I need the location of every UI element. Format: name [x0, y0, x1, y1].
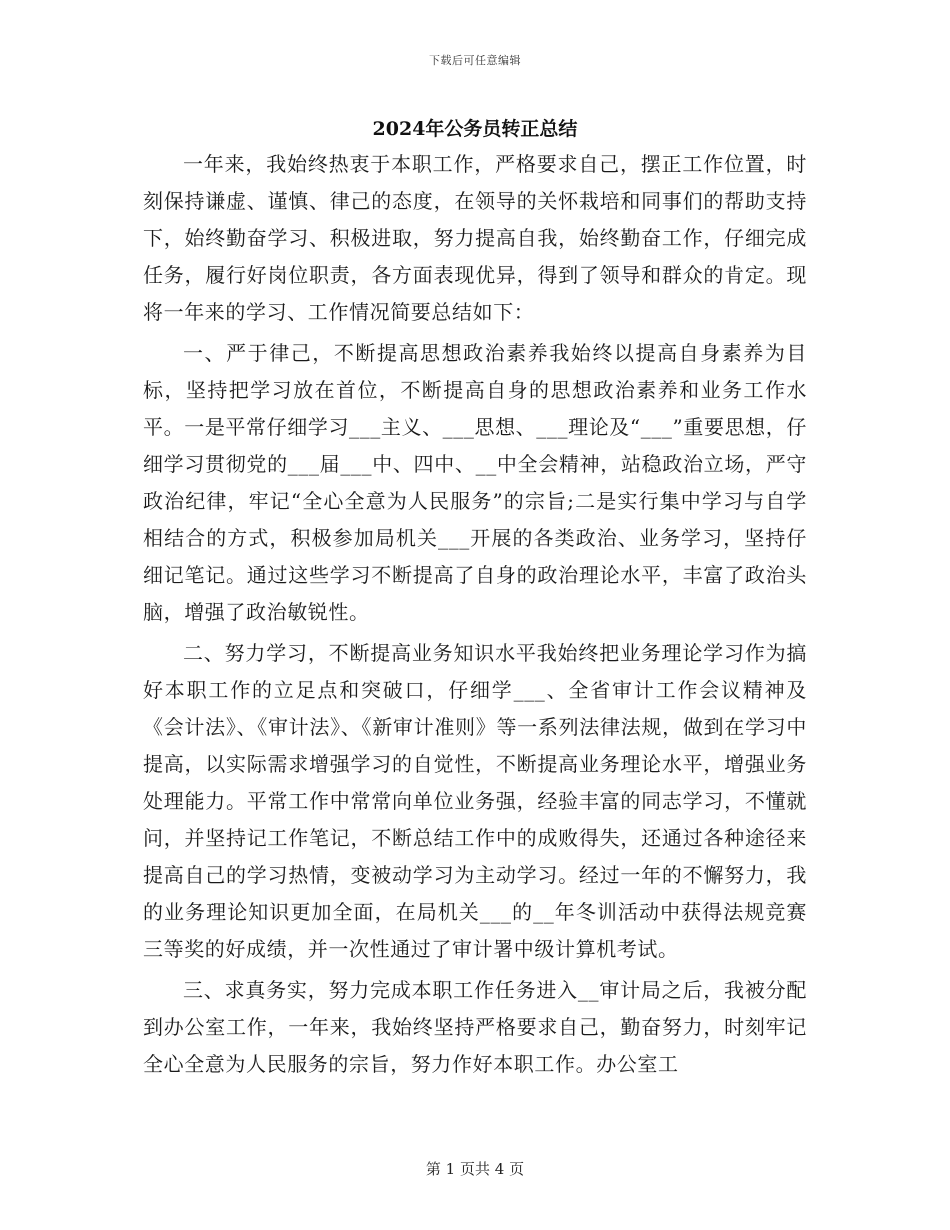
paragraph-section-1: 一、严于律己，不断提高思想政治素养我始终以提高自身素养为目标，坚持把学习放在首位，不断提高自身的思想政治素养和业务工作水平。一是平常仔细学习___主义、___思想、___理论及“___”重要思想，仔细学习贯彻党的___届___中、四中、__中全会精神，站稳政治立场，严守政治纪律，牢记“全心全意为人民服务”的宗旨;二是实行集中学习与自学相结合的方式，积极参加局机关___开展的各类政治、业务学习，坚持仔细记笔记。通过这些学习不断提高了自身的政治理论水平，丰富了政治头脑，增强了政治敏锐性。 [143, 341, 807, 624]
page-header: 下载后可任意编辑 [429, 54, 521, 67]
document-title: 2024年公务员转正总结 [372, 118, 578, 140]
page-number: 第 1 页共 4 页 [425, 1160, 525, 1178]
paragraph-section-3: 三、求真务实，努力完成本职工作任务进入__审计局之后，我被分配到办公室工作，一年来，我始终坚持严格要求自己，勤奋努力，时刻牢记全心全意为人民服务的宗旨，努力作好本职工作。办公室工 [143, 978, 807, 1076]
paragraph-section-2: 二、努力学习，不断提高业务知识水平我始终把业务理论学习作为搞好本职工作的立足点和突破口，仔细学___、全省审计工作会议精神及《会计法》、《审计法》、《新审计准则》等一系列法律法规，做到在学习中提高，以实际需求增强学习的自觉性，不断提高业务理论水平，增强业务处理能力。平常工作中常常向单位业务强，经验丰富的同志学习，不懂就问，并坚持记工作笔记，不断总结工作中的成败得失，还通过各种途径来提高自己的学习热情，变被动学习为主动学习。经过一年的不懈努力，我的业务理论知识更加全面，在局机关___的__年冬训活动中获得法规竞赛三等奖的好成绩，并一次性通过了审计署中级计算机考试。 [143, 641, 807, 961]
document-body [143, 146, 807, 1087]
paragraph-intro: 一年来，我始终热衷于本职工作，严格要求自己，摆正工作位置，时刻保持谦虚、谨慎、律己的态度，在领导的关怀栽培和同事们的帮助支持下，始终勤奋学习、积极进取，努力提高自我，始终勤奋工作，仔细完成任务，履行好岗位职责，各方面表现优异，得到了领导和群众的肯定。现将一年来的学习、工作情况简要总结如下： [143, 152, 807, 324]
